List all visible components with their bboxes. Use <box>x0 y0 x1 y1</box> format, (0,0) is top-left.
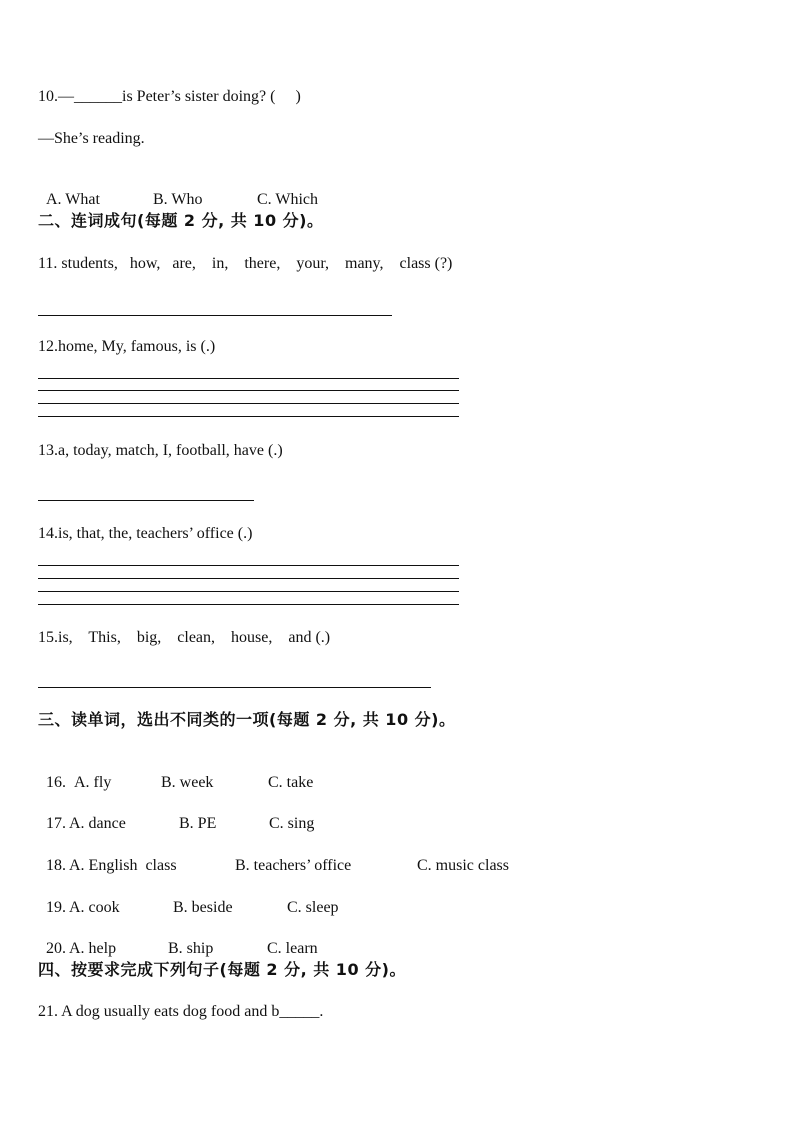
question-17 <box>38 794 314 834</box>
option-a: A. What <box>46 191 100 208</box>
question-10-options <box>38 170 318 210</box>
section-4-heading: 四、按要求完成下列句子(每题 2 分, 共 10 分)。 <box>38 960 406 979</box>
option-c: C. sleep <box>287 899 339 916</box>
answer-line <box>38 591 459 592</box>
option-a: A. cook <box>69 899 120 916</box>
option-c: C. Which <box>257 191 319 208</box>
answer-line <box>38 315 392 316</box>
answer-line <box>38 565 459 566</box>
answer-line <box>38 390 459 391</box>
question-number: 20. <box>46 940 66 957</box>
question-11: 11. students, how, are, in, there, your, many, class (?) <box>38 255 453 272</box>
option-b: B. PE <box>179 815 217 832</box>
question-10: 10.—______is Peter’s sister doing? ( ) <box>38 88 301 105</box>
answer-line <box>38 604 459 605</box>
section-2-heading: 二、连词成句(每题 2 分, 共 10 分)。 <box>38 211 324 230</box>
answer-line <box>38 378 459 379</box>
answer-line <box>38 578 459 579</box>
option-b: B. teachers’ office <box>235 857 352 874</box>
question-18 <box>38 836 509 876</box>
question-21: 21. A dog usually eats dog food and b_____. <box>38 1003 324 1020</box>
question-14: 14.is, that, the, teachers’ office (.) <box>38 525 253 542</box>
answer-line <box>38 500 254 501</box>
option-c: C. sing <box>269 815 315 832</box>
option-a: A. help <box>69 940 117 957</box>
section-3-heading: 三、读单词，选出不同类的一项(每题 2 分, 共 10 分)。 <box>38 710 456 729</box>
question-number: 16. <box>46 774 70 791</box>
question-number: 19. <box>46 899 66 916</box>
question-10-dialogue: —She’s reading. <box>38 130 145 147</box>
option-a: A. dance <box>69 815 126 832</box>
option-a: A. fly <box>74 774 112 791</box>
option-b: B. Who <box>153 191 203 208</box>
option-c: C. learn <box>267 940 318 957</box>
question-16 <box>38 753 313 793</box>
answer-line <box>38 416 459 417</box>
question-13: 13.a, today, match, I, football, have (.) <box>38 442 283 459</box>
question-number: 18. <box>46 857 66 874</box>
answer-line <box>38 403 459 404</box>
option-c: C. take <box>268 774 314 791</box>
option-b: B. beside <box>173 899 233 916</box>
question-19 <box>38 878 339 918</box>
option-b: B. ship <box>168 940 214 957</box>
question-number: 17. <box>46 815 66 832</box>
question-15: 15.is, This, big, clean, house, and (.) <box>38 629 331 646</box>
option-a: A. English class <box>69 857 177 874</box>
answer-line <box>38 687 431 688</box>
option-b: B. week <box>161 774 214 791</box>
question-20 <box>38 919 318 959</box>
question-12: 12.home, My, famous, is (.) <box>38 338 216 355</box>
option-c: C. music class <box>417 857 509 874</box>
